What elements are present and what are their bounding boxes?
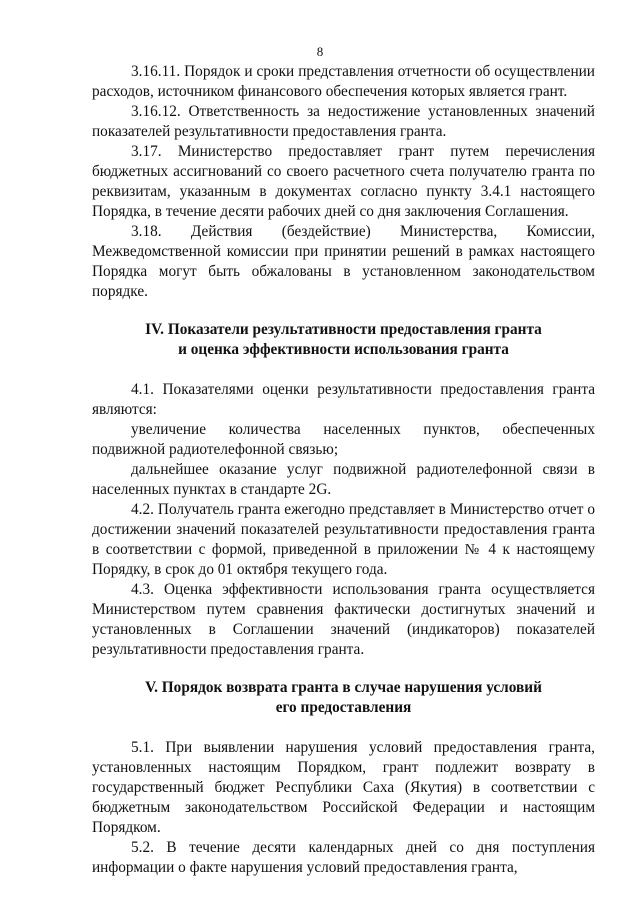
heading-line: и оценка эффективности использования гранта [178,341,509,358]
section-heading-v [92,678,595,718]
paragraph-5-1: 5.1. При выявлении нарушения условий предоставления гранта, установленных настоящим Порядком, грант подлежит возврату в государственный бюджет Республики Саха (Якутия) в соответствии с бюджетным законодательством Российской Федерации и настоящим Порядком. [92,739,595,836]
spacer [92,718,595,738]
document-body [92,62,595,878]
paragraph-4-3: 4.3. Оценка эффективности использования гранта осуществляется Министерством путем сравнения фактически достигнутых значений и установленных в Соглашении значений (индикаторов) показателей результативности предоставления гранта. [92,581,595,658]
paragraph-3-16-12: 3.16.12. Ответственность за недостижение установленных значений показателей результативности предоставления гранта. [92,103,595,140]
paragraph-4-2: 4.2. Получатель гранта ежегодно представляет в Министерство отчет о достижении значений показателей результативности предоставления гранта в соответствии с формой, приведенной в приложении № 4 к настоящему Порядку, в срок до 01 октября текущего года. [92,501,595,578]
spacer [92,360,595,380]
paragraph-4-1: 4.1. Показателями оценки результативности предоставления гранта являются: [92,381,595,418]
paragraph-list-item: дальнейшее оказание услуг подвижной радиотелефонной связи в населенных пунктах в стандарте 2G. [92,461,595,498]
page-number: 8 [316,44,324,59]
paragraph-3-17: 3.17. Министерство предоставляет грант путем перечисления бюджетных ассигнований со своего расчетного счета получателю гранта по реквизитам, указанным в документах согласно пункту 3.4.1 настоящего Порядка, в течение десяти рабочих дней со дня заключения Соглашения. [92,143,595,220]
paragraph-3-16-11: 3.16.11. Порядок и сроки представления отчетности об осуществлении расходов, источником финансового обеспечения которых является грант. [92,63,595,100]
spacer [92,302,595,320]
paragraph-list-item: увеличение количества населенных пунктов, обеспеченных подвижной радиотелефонной связью; [92,421,595,458]
paragraph-3-18: 3.18. Действия (бездействие) Министерства, Комиссии, Межведомственной комиссии при принятии решений в рамках настоящего Порядка могут быть обжалованы в установленном законодательством порядке. [92,223,595,300]
heading-line: V. Порядок возврата гранта в случае нарушения условий [145,679,542,696]
spacer [92,660,595,678]
heading-line: его предоставления [275,699,412,716]
heading-line: IV. Показатели результативности предоставления гранта [145,321,542,338]
section-heading-iv [92,320,595,360]
paragraph-5-2: 5.2. В течение десяти календарных дней со дня поступления информации о факте нарушения условий предоставления гранта, [92,839,595,876]
